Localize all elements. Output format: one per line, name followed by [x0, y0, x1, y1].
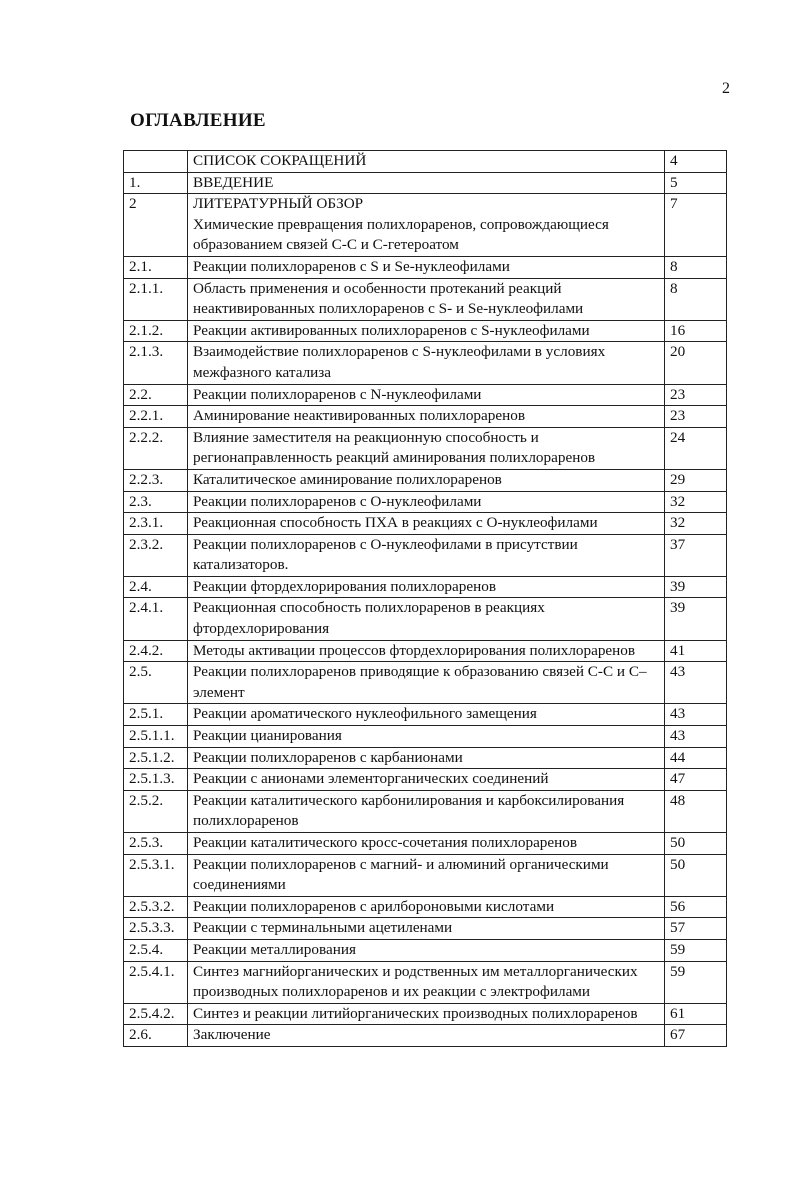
toc-row: [124, 320, 727, 342]
toc-row: [124, 256, 727, 278]
toc-section-title: СПИСОК СОКРАЩЕНИЙ: [193, 152, 367, 169]
toc-section-title: Каталитическое аминирование полихлораренов: [193, 470, 502, 488]
toc-section-cell: [188, 342, 665, 384]
toc-section-cell: [188, 769, 665, 791]
toc-section-number: 2.5.3.1.: [124, 854, 188, 896]
toc-section-number: 2.1.: [124, 256, 188, 278]
toc-section-number: 2.4.1.: [124, 598, 188, 640]
toc-section-number: 2.5.1.3.: [124, 769, 188, 791]
toc-section-cell: [188, 194, 665, 257]
toc-section-title: Реакции металлирования: [193, 940, 356, 958]
toc-section-number: 2.5.3.3.: [124, 918, 188, 940]
toc-section-number: 2.5.2.: [124, 790, 188, 832]
toc-section-cell: [188, 790, 665, 832]
toc-section-cell: [188, 640, 665, 662]
toc-row: [124, 769, 727, 791]
toc-section-title: Реакции с терминальными ацетиленами: [193, 919, 453, 937]
toc-section-number: 2.1.3.: [124, 342, 188, 384]
toc-section-cell: [188, 598, 665, 640]
toc-section-title: Реакции полихлораренов с О-нуклеофилами: [193, 492, 482, 510]
toc-section-title: Реакции каталитического карбонилирования и карбоксилирования полихлораренов: [193, 791, 625, 830]
toc-row: [124, 469, 727, 491]
toc-row: [124, 342, 727, 384]
toc-section-number: 2.5.3.: [124, 833, 188, 855]
toc-section-cell: [188, 576, 665, 598]
toc-section-title: Реакционная способность полихлораренов в реакциях фтордехлорирования: [193, 599, 545, 638]
toc-section-number: 2.5.1.1.: [124, 726, 188, 748]
toc-section-cell: [188, 1003, 665, 1025]
toc-section-number: 2.5.4.2.: [124, 1003, 188, 1025]
toc-section-number: 2.5.1.2.: [124, 747, 188, 769]
toc-row: [124, 576, 727, 598]
toc-section-title: ЛИТЕРАТУРНЫЙ ОБЗОР: [193, 195, 364, 213]
toc-page-number: 8: [665, 256, 727, 278]
toc-row: [124, 491, 727, 513]
toc-row: [124, 598, 727, 640]
toc-section-number: [124, 151, 188, 173]
toc-section-number: 2.5.4.: [124, 939, 188, 961]
toc-row: [124, 172, 727, 194]
toc-section-cell: [188, 747, 665, 769]
toc-section-number: 2.3.1.: [124, 513, 188, 535]
toc-row: [124, 896, 727, 918]
toc-row: [124, 534, 727, 576]
toc-section-title: Реакции полихлораренов с магний- и алюминий органическими соединениями: [193, 855, 609, 894]
toc-page-number: 4: [665, 151, 727, 173]
toc-section-title: ВВЕДЕНИЕ: [193, 173, 274, 191]
toc-section-title: Реакции фтордехлорирования полихлораренов: [193, 577, 496, 595]
toc-section-title: Синтез магнийорганических и родственных им металлорганических производных полихлораренов и их реакции с электрофилами: [193, 962, 638, 1001]
toc-section-number: 1.: [124, 172, 188, 194]
toc-section-title: Заключение: [193, 1026, 271, 1044]
toc-page-number: 23: [665, 384, 727, 406]
toc-section-cell: [188, 833, 665, 855]
toc-section-cell: [188, 918, 665, 940]
toc-section-title: Реакции с анионами элементорганических соединений: [193, 770, 549, 788]
toc-section-cell: [188, 491, 665, 513]
toc-row: [124, 662, 727, 704]
toc-page-number: 44: [665, 747, 727, 769]
toc-section-cell: [188, 469, 665, 491]
toc-row: [124, 640, 727, 662]
toc-section-number: 2.4.: [124, 576, 188, 598]
toc-section-cell: [188, 662, 665, 704]
toc-section-title: Синтез и реакции литийорганических производных полихлораренов: [193, 1004, 638, 1022]
toc-section-cell: [188, 384, 665, 406]
page-number: 2: [722, 80, 730, 97]
toc-page-number: 7: [665, 194, 727, 257]
toc-page-number: 23: [665, 406, 727, 428]
toc-page-number: 16: [665, 320, 727, 342]
toc-section-number: 2.1.1.: [124, 278, 188, 320]
toc-row: [124, 704, 727, 726]
toc-section-cell: [188, 534, 665, 576]
toc-section-title: Реакции активированных полихлораренов с S-нуклеофилами: [193, 321, 590, 339]
toc-section-number: 2.5.1.: [124, 704, 188, 726]
toc-heading: ОГЛАВЛЕНИЕ: [130, 110, 266, 131]
toc-section-cell: [188, 151, 665, 173]
toc-page-number: 24: [665, 427, 727, 469]
toc-section-subtitle: Химические превращения полихлораренов, сопровождающиеся образованием связей С-С и С-гетероатом: [193, 215, 609, 254]
toc-page-number: 32: [665, 491, 727, 513]
toc-page-number: 67: [665, 1025, 727, 1047]
toc-page-number: 39: [665, 598, 727, 640]
toc-section-cell: [188, 939, 665, 961]
toc-section-number: 2.3.: [124, 491, 188, 513]
toc-section-title: Аминирование неактивированных полихлораренов: [193, 407, 525, 425]
toc-section-title: Реакционная способность ПХА в реакциях с О-нуклеофилами: [193, 514, 598, 532]
toc-row: [124, 961, 727, 1003]
toc-section-cell: [188, 172, 665, 194]
toc-row: [124, 406, 727, 428]
toc-section-title: Взаимодействие полихлораренов с S-нуклеофилами в условиях межфазного катализа: [193, 343, 606, 381]
toc-row: [124, 854, 727, 896]
toc-section-cell: [188, 406, 665, 428]
toc-row: [124, 1025, 727, 1047]
toc-section-number: 2.4.2.: [124, 640, 188, 662]
toc-page-number: 8: [665, 278, 727, 320]
toc-section-title: Реакции полихлораренов с О-нуклеофилами в присутствии катализаторов.: [193, 535, 578, 574]
toc-row: [124, 790, 727, 832]
toc-page-number: 59: [665, 961, 727, 1003]
toc-page-number: 48: [665, 790, 727, 832]
toc-section-number: 2.2.: [124, 384, 188, 406]
toc-section-cell: [188, 427, 665, 469]
toc-page-number: 57: [665, 918, 727, 940]
toc-page-number: 37: [665, 534, 727, 576]
toc-section-title: Реакции полихлораренов с арилбороновыми кислотами: [193, 897, 555, 915]
toc-section-cell: [188, 278, 665, 320]
toc-row: [124, 427, 727, 469]
toc-section-number: 2.1.2.: [124, 320, 188, 342]
toc-section-cell: [188, 704, 665, 726]
toc-page-number: 61: [665, 1003, 727, 1025]
toc-section-cell: [188, 320, 665, 342]
toc-section-title: Область применения и особенности протеканий реакций неактивированных полихлораренов с S- и Se-нуклеофилами: [193, 279, 584, 318]
toc-page-number: 5: [665, 172, 727, 194]
toc-row: [124, 513, 727, 535]
toc-page-number: 29: [665, 469, 727, 491]
toc-page-number: 43: [665, 704, 727, 726]
toc-section-title: Реакции полихлораренов с S и Se-нуклеофилами: [193, 257, 510, 275]
toc-page-number: 32: [665, 513, 727, 535]
toc-page-number: 39: [665, 576, 727, 598]
toc-section-number: 2.6.: [124, 1025, 188, 1047]
toc-row: [124, 384, 727, 406]
toc-section-cell: [188, 256, 665, 278]
toc-row: [124, 747, 727, 769]
toc-section-number: 2.3.2.: [124, 534, 188, 576]
toc-section-cell: [188, 854, 665, 896]
toc-row: [124, 726, 727, 748]
toc-section-number: 2.2.3.: [124, 469, 188, 491]
toc-section-cell: [188, 896, 665, 918]
toc-row: [124, 151, 727, 173]
toc-section-title: Влияние заместителя на реакционную способность и регионаправленность реакций аминирования полихлораренов: [193, 428, 596, 467]
toc-row: [124, 194, 727, 257]
toc-page-number: 50: [665, 854, 727, 896]
toc-section-title: Реакции ароматического нуклеофильного замещения: [193, 705, 537, 723]
toc-section-number: 2: [124, 194, 188, 257]
toc-section-title: Реакции полихлораренов с карбанионами: [193, 748, 463, 766]
toc-page-number: 47: [665, 769, 727, 791]
toc-page-number: 50: [665, 833, 727, 855]
toc-row: [124, 833, 727, 855]
toc-table: [123, 150, 727, 1047]
toc-page-number: 56: [665, 896, 727, 918]
toc-page-number: 43: [665, 726, 727, 748]
toc-section-cell: [188, 513, 665, 535]
toc-section-number: 2.2.2.: [124, 427, 188, 469]
toc-page-number: 59: [665, 939, 727, 961]
toc-row: [124, 939, 727, 961]
toc-section-number: 2.2.1.: [124, 406, 188, 428]
toc-section-number: 2.5.3.2.: [124, 896, 188, 918]
toc-section-cell: [188, 726, 665, 748]
toc-section-title: Реакции цианирования: [193, 727, 342, 745]
toc-section-title: Реакции каталитического кросс-сочетания полихлораренов: [193, 834, 578, 851]
toc-section-cell: [188, 1025, 665, 1047]
toc-section-title: Методы активации процессов фтордехлорирования полихлораренов: [193, 641, 636, 659]
toc-section-title: Реакции полихлораренов с N-нуклеофилами: [193, 385, 482, 403]
toc-page-number: 20: [665, 342, 727, 384]
toc-section-title: Реакции полихлораренов приводящие к образованию связей С-С и С–элемент: [193, 663, 647, 701]
toc-section-number: 2.5.4.1.: [124, 961, 188, 1003]
toc-body: [124, 151, 727, 1047]
toc-section-number: 2.5.: [124, 662, 188, 704]
toc-row: [124, 278, 727, 320]
toc-section-cell: [188, 961, 665, 1003]
toc-page-number: 41: [665, 640, 727, 662]
toc-row: [124, 918, 727, 940]
toc-row: [124, 1003, 727, 1025]
toc-page-number: 43: [665, 662, 727, 704]
